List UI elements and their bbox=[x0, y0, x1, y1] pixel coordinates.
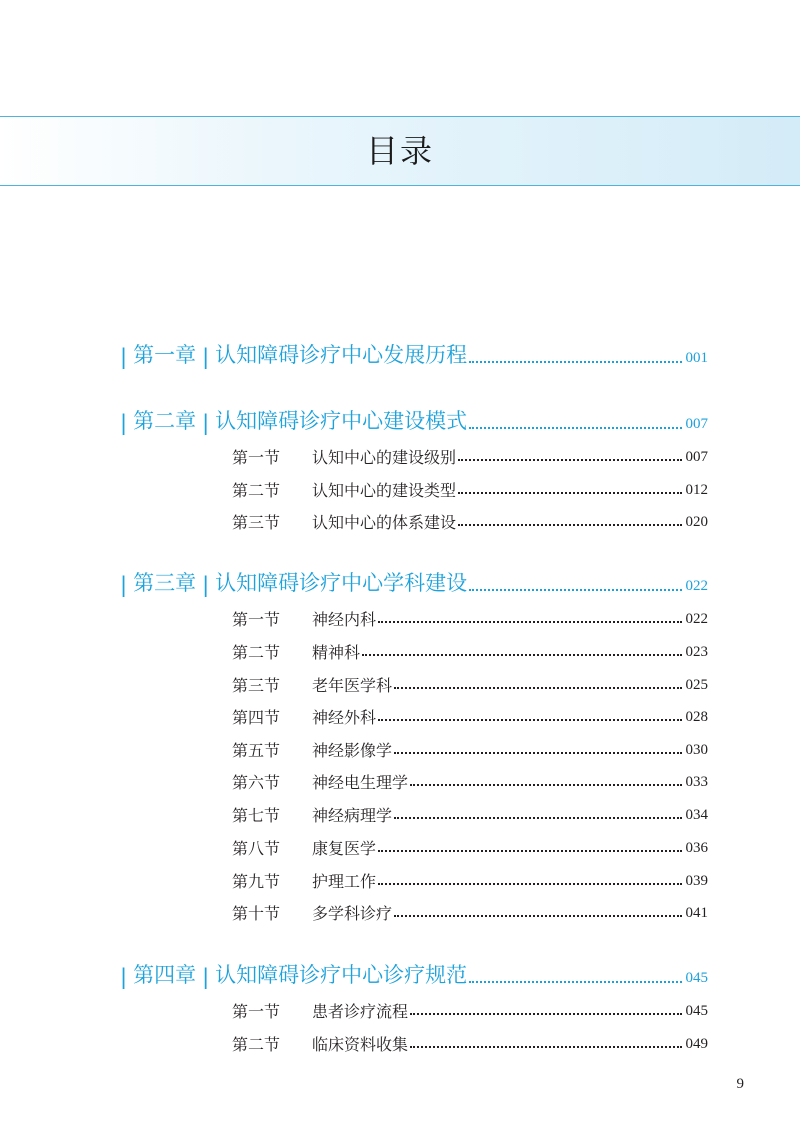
chapter-title: 认知障碍诊疗中心诊疗规范 bbox=[215, 963, 468, 987]
leader-dots bbox=[378, 621, 681, 623]
chapter-title: 认知障碍诊疗中心建设模式 bbox=[215, 409, 468, 433]
section-title: 多学科诊疗 bbox=[312, 904, 393, 923]
section-page: 030 bbox=[685, 742, 708, 758]
toc-section[interactable] bbox=[232, 442, 708, 468]
section-number: 第四节 bbox=[232, 708, 281, 727]
leader-dots bbox=[410, 1046, 681, 1048]
toc-section[interactable] bbox=[232, 996, 708, 1022]
chapter-divider-icon: | bbox=[120, 411, 128, 435]
chapter-number: 第四章 bbox=[133, 963, 197, 987]
leader-dots bbox=[410, 784, 681, 786]
leader-dots bbox=[362, 654, 681, 656]
section-page: 012 bbox=[685, 482, 708, 498]
section-title: 患者诊疗流程 bbox=[312, 1002, 409, 1021]
leader-dots bbox=[469, 361, 681, 363]
toc-section[interactable] bbox=[232, 833, 708, 859]
section-page: 045 bbox=[685, 1003, 708, 1019]
section-title: 老年医学科 bbox=[312, 676, 393, 695]
leader-dots bbox=[378, 850, 681, 852]
section-title: 神经病理学 bbox=[312, 806, 393, 825]
section-title: 认知中心的体系建设 bbox=[312, 513, 457, 532]
chapter-page: 022 bbox=[685, 578, 708, 594]
section-number: 第二节 bbox=[232, 643, 281, 662]
section-page: 036 bbox=[685, 840, 708, 856]
toc-section[interactable] bbox=[232, 898, 708, 924]
leader-dots bbox=[410, 1013, 681, 1015]
section-number: 第二节 bbox=[232, 1035, 281, 1054]
chapter-divider-icon: | bbox=[120, 345, 128, 369]
leader-dots bbox=[458, 492, 681, 494]
section-number: 第八节 bbox=[232, 839, 281, 858]
section-number: 第二节 bbox=[232, 481, 281, 500]
section-title: 认知中心的建设级别 bbox=[312, 448, 457, 467]
toc-section[interactable] bbox=[232, 767, 708, 793]
section-page: 007 bbox=[685, 449, 708, 465]
leader-dots bbox=[394, 752, 681, 754]
chapter-divider-icon: | bbox=[202, 411, 210, 435]
section-number: 第七节 bbox=[232, 806, 281, 825]
chapter-divider-icon: | bbox=[202, 345, 210, 369]
page-number: 9 bbox=[736, 1076, 744, 1092]
toc-section[interactable] bbox=[232, 735, 708, 761]
toc-section[interactable] bbox=[232, 1029, 708, 1055]
leader-dots bbox=[469, 981, 681, 983]
section-number: 第六节 bbox=[232, 773, 281, 792]
leader-dots bbox=[394, 915, 681, 917]
title-band bbox=[0, 116, 800, 186]
chapter-divider-icon: | bbox=[120, 573, 128, 597]
leader-dots bbox=[469, 427, 681, 429]
section-title: 精神科 bbox=[312, 643, 361, 662]
section-page: 033 bbox=[685, 774, 708, 790]
toc-chapter-1[interactable] bbox=[120, 339, 708, 369]
toc-chapter-4[interactable] bbox=[120, 959, 708, 989]
section-title: 神经内科 bbox=[312, 610, 377, 629]
toc-section[interactable] bbox=[232, 670, 708, 696]
toc-section[interactable] bbox=[232, 800, 708, 826]
chapter-divider-icon: | bbox=[202, 573, 210, 597]
section-number: 第一节 bbox=[232, 1002, 281, 1021]
section-number: 第五节 bbox=[232, 741, 281, 760]
toc-section[interactable] bbox=[232, 702, 708, 728]
toc-section[interactable] bbox=[232, 637, 708, 663]
section-page: 025 bbox=[685, 677, 708, 693]
section-page: 020 bbox=[685, 514, 708, 530]
leader-dots bbox=[394, 817, 681, 819]
chapter-divider-icon: | bbox=[202, 965, 210, 989]
section-page: 022 bbox=[685, 611, 708, 627]
chapter-number: 第三章 bbox=[133, 571, 197, 595]
leader-dots bbox=[458, 524, 681, 526]
section-number: 第十节 bbox=[232, 904, 281, 923]
chapter-divider-icon: | bbox=[120, 965, 128, 989]
section-page: 023 bbox=[685, 644, 708, 660]
chapter-number: 第一章 bbox=[133, 343, 197, 367]
section-number: 第九节 bbox=[232, 872, 281, 891]
chapter-title: 认知障碍诊疗中心发展历程 bbox=[215, 343, 468, 367]
section-page: 039 bbox=[685, 873, 708, 889]
section-page: 041 bbox=[685, 905, 708, 921]
section-title: 神经外科 bbox=[312, 708, 377, 727]
leader-dots bbox=[394, 687, 681, 689]
toc-section[interactable] bbox=[232, 604, 708, 630]
section-number: 第一节 bbox=[232, 448, 281, 467]
section-page: 049 bbox=[685, 1036, 708, 1052]
section-number: 第三节 bbox=[232, 513, 281, 532]
section-title: 康复医学 bbox=[312, 839, 377, 858]
leader-dots bbox=[378, 719, 681, 721]
toc-chapter-3[interactable] bbox=[120, 567, 708, 597]
chapter-title: 认知障碍诊疗中心学科建设 bbox=[215, 571, 468, 595]
section-page: 028 bbox=[685, 709, 708, 725]
section-title: 临床资料收集 bbox=[312, 1035, 409, 1054]
leader-dots bbox=[469, 589, 681, 591]
leader-dots bbox=[458, 459, 681, 461]
section-title: 神经电生理学 bbox=[312, 773, 409, 792]
toc-section[interactable] bbox=[232, 866, 708, 892]
section-page: 034 bbox=[685, 807, 708, 823]
chapter-number: 第二章 bbox=[133, 409, 197, 433]
section-number: 第一节 bbox=[232, 610, 281, 629]
section-title: 护理工作 bbox=[312, 872, 377, 891]
leader-dots bbox=[378, 883, 681, 885]
chapter-page: 007 bbox=[685, 416, 708, 432]
toc-section[interactable] bbox=[232, 507, 708, 533]
toc-section[interactable] bbox=[232, 475, 708, 501]
section-title: 认知中心的建设类型 bbox=[312, 481, 457, 500]
section-number: 第三节 bbox=[232, 676, 281, 695]
section-title: 神经影像学 bbox=[312, 741, 393, 760]
page-title: 目录 bbox=[365, 132, 434, 170]
chapter-page: 001 bbox=[685, 350, 708, 366]
toc-chapter-2[interactable] bbox=[120, 405, 708, 435]
chapter-page: 045 bbox=[685, 970, 708, 986]
